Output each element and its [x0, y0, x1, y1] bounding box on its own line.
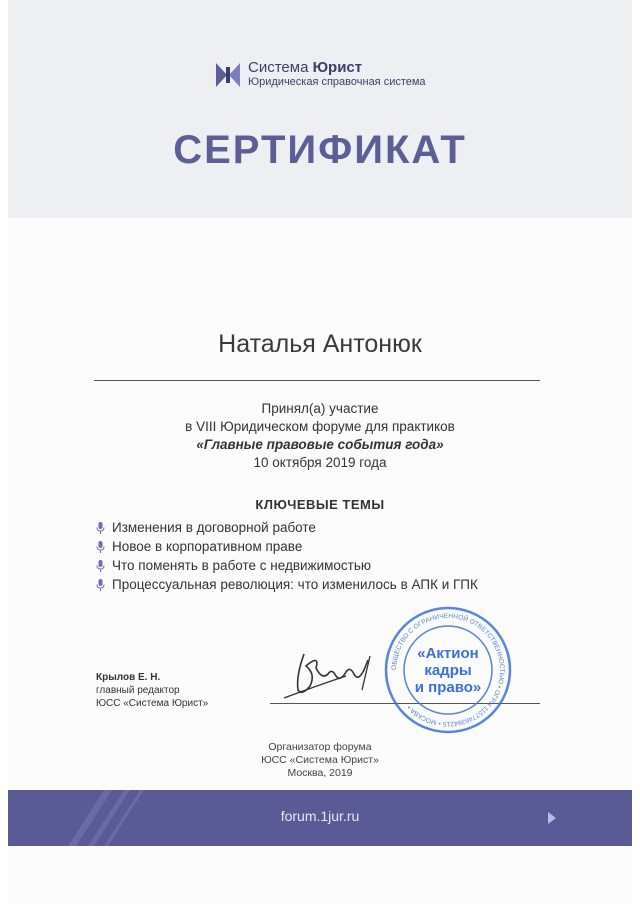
list-item [96, 575, 478, 594]
microphone-icon [96, 522, 105, 534]
recipient-name: Наталья Антонюк [218, 330, 422, 358]
list-item [96, 556, 478, 575]
footer-band [8, 790, 632, 846]
signatory-org: ЮСС «Система Юрист» [96, 698, 209, 709]
recipient-underline [94, 380, 540, 381]
topic-text: Изменения в договорной работе [112, 520, 316, 535]
certificate-page [8, 0, 632, 904]
microphone-icon [96, 560, 105, 572]
signatory-name: Крылов Е. Н. [96, 672, 161, 683]
organizer-block [8, 741, 632, 780]
stamp-line-1: «Актион [417, 645, 479, 662]
brand-logo [216, 60, 426, 89]
handwritten-signature [276, 646, 386, 706]
organizer-label: Организатор форума [268, 741, 372, 753]
topic-text: Процессуальная революция: что изменилось в АПК и ГПК [112, 577, 478, 592]
forum-title: «Главные правовые события года» [196, 437, 444, 452]
stamp-line-2: кадры [424, 662, 472, 679]
brand-logo-icon [216, 63, 240, 87]
participation-line-2: в VIII Юридическом форуме для практиков [185, 419, 455, 434]
signatory-block [96, 671, 208, 710]
header-band [8, 0, 632, 218]
topic-text: Что поменять в работе с недвижимостью [112, 558, 372, 573]
brand-name-bold: Юрист [312, 59, 363, 76]
organizer-city-year: Москва, 2019 [287, 767, 353, 779]
key-topics-list [96, 518, 478, 594]
forum-url: forum.1jur.ru [280, 808, 360, 824]
brand-tagline: Юридическая справочная система [248, 76, 426, 88]
company-stamp [384, 606, 512, 734]
stamp-ring-text: ОБЩЕСТВО С ОГРАНИЧЕННОЙ ОТВЕТСТВЕННОСТЬЮ • ОГРН 1157746394215 • МОСКВА • [390, 612, 506, 728]
list-item [96, 518, 478, 537]
signatory-position: главный редактор [96, 685, 180, 696]
microphone-icon [96, 541, 105, 553]
forum-date: 10 октября 2019 года [253, 455, 387, 470]
list-item [96, 537, 478, 556]
microphone-icon [96, 579, 105, 591]
key-topics-heading: КЛЮЧЕВЫЕ ТЕМЫ [255, 497, 385, 512]
topic-text: Новое в корпоративном праве [112, 539, 303, 554]
stamp-line-3: и право» [414, 679, 482, 696]
brand-name-regular: Система [248, 59, 313, 76]
organizer-name: ЮСС «Система Юрист» [261, 754, 379, 766]
participation-line-1: Принял(а) участие [261, 401, 379, 416]
certificate-title: СЕРТИФИКАТ [173, 128, 467, 172]
